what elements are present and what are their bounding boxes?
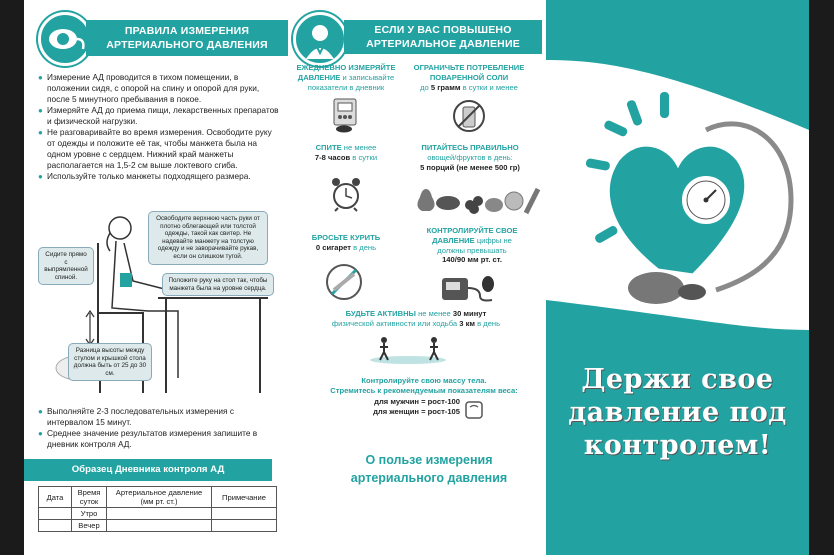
rule-item: ● Измерение АД проводится в тихом помещении, в положении сидя, с опорой на спину и опорой для руки, после 5 минутного пребывания в покое. <box>38 72 280 105</box>
tip-food <box>410 143 530 172</box>
callout-sleeve <box>148 211 268 265</box>
alarm-clock-icon <box>330 176 362 212</box>
rules-header <box>86 20 288 56</box>
tip-active-value2: 3 км <box>459 318 475 328</box>
tip-active-text: не менее <box>418 309 451 318</box>
diary-cell[interactable] <box>39 508 72 520</box>
tip-pressure <box>420 226 524 265</box>
repeat-item: ● Выполняйте 2-3 последовательных измерения с интервалом 15 минут. <box>38 406 280 428</box>
diary-row <box>39 520 277 532</box>
diary-row <box>39 508 277 520</box>
callout-sleeve-text: Освободите верхнюю часть руки от плотно облегающей или толстой одежды, такой как свитер. Не надевайте манжету на толстую одежду и не заворачивайте рукав, если он слишком тугой. <box>156 215 260 260</box>
rule-item: ● Не разговаривайте во время измерения. Освободите руку от одежды и положите её так, чтобы манжета была на одном уровне с сердцем. Нижний край манжеты располагается на 1,5-2 см выше локтевого сгиба. <box>38 127 280 171</box>
tip-weight-women: для женщин = рост-105 <box>373 406 460 416</box>
rule-item: ● Используйте только манжеты подходящего размера. <box>38 171 280 182</box>
diary-cell[interactable] <box>107 508 212 520</box>
tip-pressure-value: 140/90 мм рт. ст. <box>442 255 502 265</box>
tip-salt <box>410 63 528 92</box>
tonometer-icon <box>330 97 362 133</box>
measurement-posture-illustration <box>38 203 282 398</box>
tip-active-value: 30 минут <box>452 309 487 318</box>
no-smoking-icon <box>324 262 364 302</box>
tip-smoking-text: в день <box>353 242 377 252</box>
tip-weight-title2: Стремитесь к рекомендуемым показателям веса: <box>330 385 518 395</box>
blood-pressure-monitor-icon <box>38 12 92 66</box>
tip-smoking <box>300 233 392 253</box>
repeat-list <box>38 406 280 450</box>
repeat-item: ● Среднее значение результатов измерения запишите в дневник контроля АД. <box>38 428 280 450</box>
scale-icon <box>464 400 484 420</box>
doctor-icon <box>293 12 347 66</box>
tip-measure-title: ЕЖЕДНЕВНО ИЗМЕРЯЙТЕ ДАВЛЕНИЕ <box>296 63 396 82</box>
walking-people-icon <box>368 334 448 366</box>
tip-measure-text: и записывайте показатели в дневник <box>307 72 395 92</box>
tip-salt-text: до <box>420 82 429 92</box>
callout-sit <box>38 247 94 285</box>
callout-hand-text: Положите руку на стол так, чтобы манжета была на уровне сердца. <box>168 277 268 292</box>
diary-title-text: Образец Дневника контроля АД <box>71 464 225 475</box>
rules-header-text: ПРАВИЛА ИЗМЕРЕНИЯ АРТЕРИАЛЬНОГО ДАВЛЕНИЯ <box>106 25 268 51</box>
benefit-title-text: О пользе измерения артериального давления <box>350 453 508 485</box>
callout-sit-text: Сидите прямо с выпрямленной спиной. <box>44 251 88 281</box>
diary-title <box>24 459 272 481</box>
tip-pressure-text: цифры не должны превышать <box>437 235 512 255</box>
rule-item: ● Измеряйте АД до приема пищи, лекарственных препаратов и физической нагрузки. <box>38 105 280 127</box>
tip-salt-title: ОГРАНИЧЬТЕ ПОТРЕБЛЕНИЕ ПОВАРЕННОЙ СОЛИ <box>413 63 525 82</box>
diary-table <box>38 486 277 532</box>
diary-cell[interactable] <box>39 520 72 532</box>
diary-row-label: Вечер <box>72 520 107 532</box>
cuff-monitor-icon <box>440 272 496 304</box>
tip-sleep <box>300 143 392 163</box>
tip-salt-text2: в сутки и менее <box>462 82 518 92</box>
tip-weight-title: Контролируйте свою массу тела. <box>361 376 487 385</box>
callout-height-text: Разница высоты между стулом и крышкой стола должна быть от 25 до 30 см. <box>73 347 147 377</box>
tip-active-text2: физической активности или ходьба <box>331 318 458 328</box>
tip-measure <box>293 63 399 92</box>
tip-food-text: овощей/фруктов в день: <box>427 152 513 162</box>
diary-row-label: Утро <box>72 508 107 520</box>
tip-weight-men: для мужчин = рост-100 <box>374 397 460 406</box>
tip-pressure-title: КОНТРОЛИРУЙТЕ СВОЕ ДАВЛЕНИЕ <box>426 226 518 245</box>
no-salt-icon <box>452 99 486 133</box>
diary-col-note: Примечание <box>212 487 277 508</box>
diary-col-time: Время суток <box>72 487 107 508</box>
callout-hand <box>162 273 274 296</box>
cover-panel <box>546 0 809 555</box>
tip-sleep-text: не менее <box>343 143 377 152</box>
diary-header-row <box>39 487 277 508</box>
rules-list <box>38 72 280 182</box>
tip-food-value: 5 порций (не менее 500 гр) <box>420 162 520 172</box>
diary-cell[interactable] <box>212 520 277 532</box>
slogan-text: Держи свое давление под контролем! <box>568 364 787 461</box>
diary-cell[interactable] <box>107 520 212 532</box>
heart-tonometer-illustration <box>546 0 809 555</box>
diary-cell[interactable] <box>212 508 277 520</box>
diary-col-date: Дата <box>39 487 72 508</box>
tip-salt-value: 5 грамм <box>430 82 461 92</box>
tip-active-title: БУДЬТЕ АКТИВНЫ <box>345 309 416 318</box>
diary-col-bp: Артериальное давление (мм рт. ст.) <box>107 487 212 508</box>
tip-weight-values <box>352 397 460 417</box>
tip-active <box>296 309 536 329</box>
fruits-vegetables-icon <box>414 183 540 215</box>
slogan <box>546 363 809 462</box>
tip-food-title: ПИТАЙТЕСЬ ПРАВИЛЬНО <box>421 143 519 152</box>
tip-smoking-title: БРОСЬТЕ КУРИТЬ <box>311 233 381 242</box>
high-pressure-header <box>344 20 542 54</box>
benefit-title <box>334 451 524 487</box>
callout-height <box>68 343 152 381</box>
tip-weight <box>326 376 522 396</box>
high-pressure-header-text: ЕСЛИ У ВАС ПОВЫШЕНО АРТЕРИАЛЬНОЕ ДАВЛЕНИЕ <box>366 24 520 50</box>
tip-sleep-text2: в сутки <box>352 152 378 162</box>
tip-sleep-title: СПИТЕ <box>315 143 342 152</box>
tip-smoking-value: 0 сигарет <box>315 242 351 252</box>
tip-sleep-value: 7-8 часов <box>314 152 351 162</box>
tip-active-text3: в день <box>477 318 501 328</box>
